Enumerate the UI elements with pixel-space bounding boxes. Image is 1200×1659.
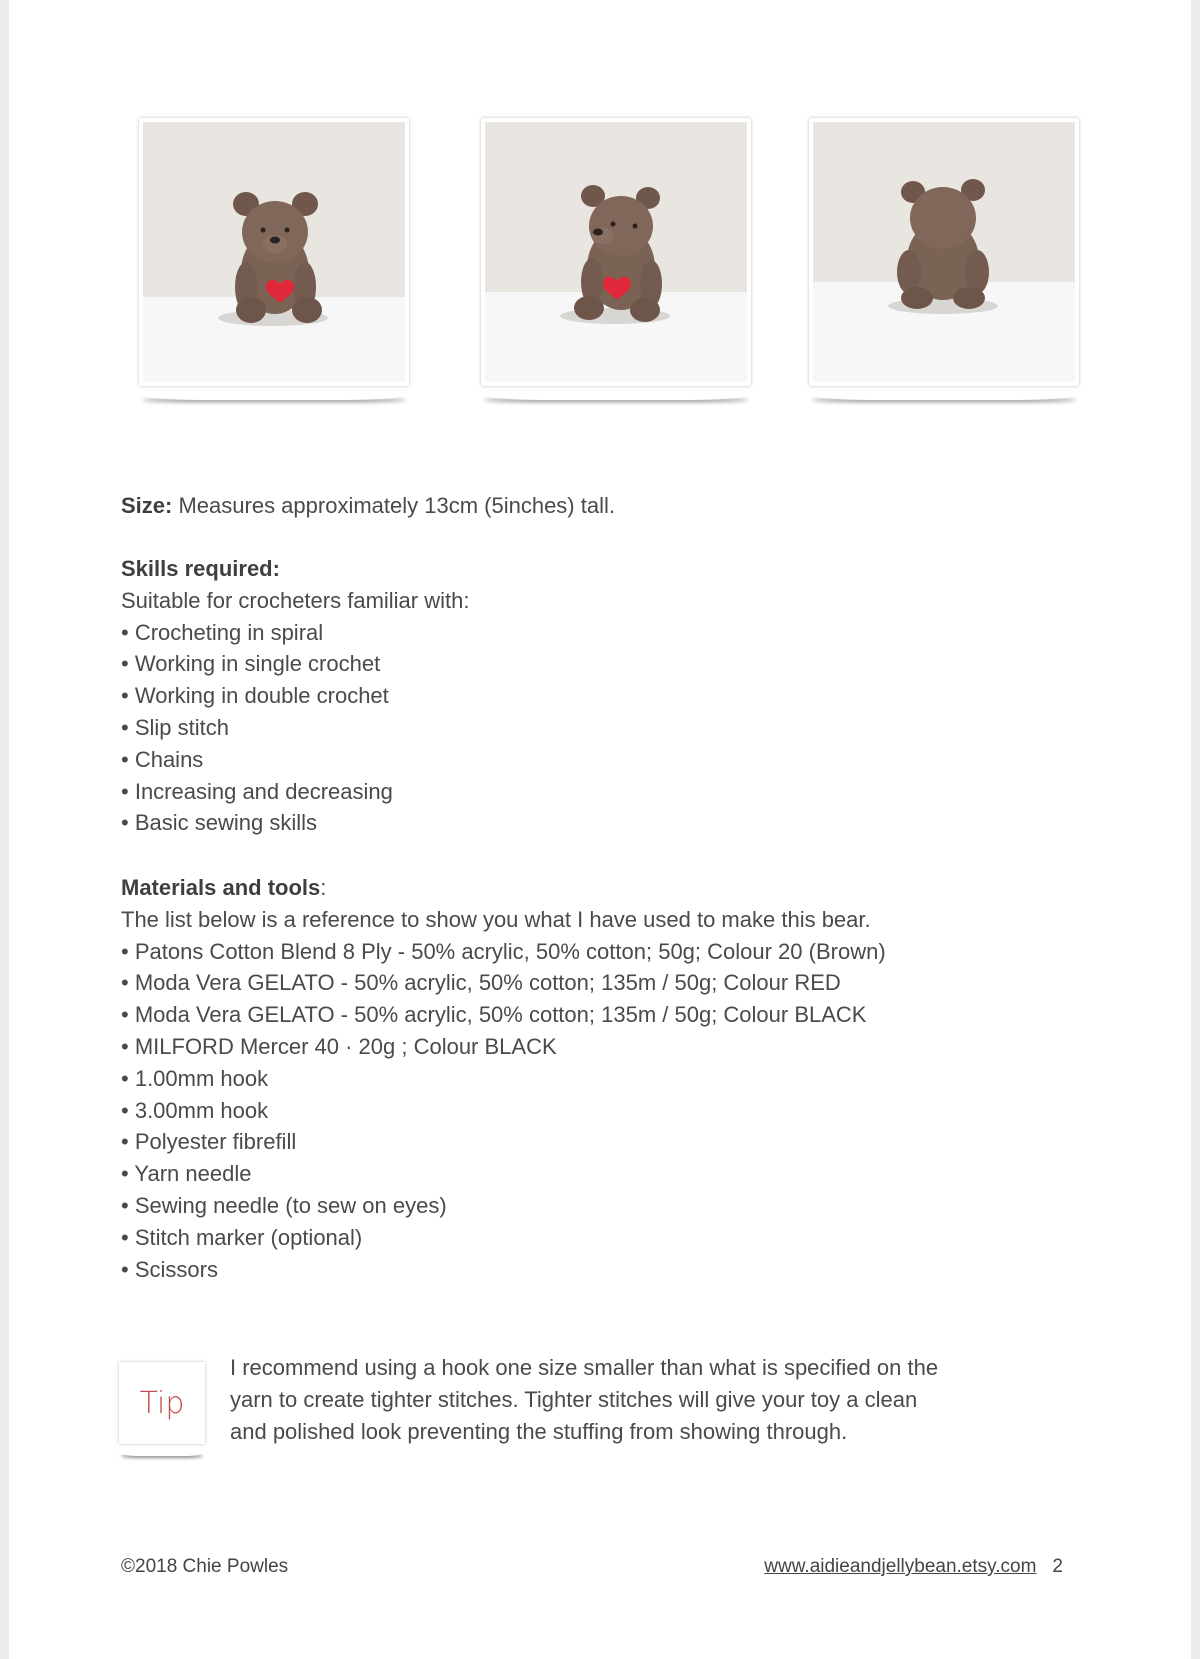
list-item: • Slip stitch [121,712,1121,744]
document-page [9,0,1191,1659]
list-item: • Crocheting in spiral [121,617,1121,649]
tip-text [230,1352,1030,1447]
list-item: • Sewing needle (to sew on eyes) [121,1190,1121,1222]
bear-front-image [143,122,405,382]
materials-intro: The list below is a reference to show you what I have used to make this bear. [121,906,871,932]
list-item: • Polyester fibrefill [121,1126,1121,1158]
bear-side-image [485,122,747,382]
tip-label: Tip [139,1385,185,1421]
list-item: • Working in double crochet [121,680,1121,712]
list-item: • 3.00mm hook [121,1095,1121,1127]
list-item: • Stitch marker (optional) [121,1222,1121,1254]
skills-list [121,617,1121,840]
materials-colon: : [320,875,327,900]
skills-heading: Skills required: [121,556,280,581]
page-number: 2 [1052,1556,1063,1577]
bear-photo-back [809,118,1079,386]
list-item: • Increasing and decreasing [121,776,1121,808]
list-item: • Basic sewing skills [121,807,1121,839]
size-label: Size: [121,493,173,518]
footer-right [764,1556,1063,1578]
materials-section [121,872,1121,1285]
skills-intro: Suitable for crocheters familiar with: [121,587,470,613]
bear-back-image [813,122,1075,382]
list-item: • Chains [121,744,1121,776]
materials-heading: Materials and tools [121,875,321,900]
list-item: • Yarn needle [121,1158,1121,1190]
tip-line: I recommend using a hook one size smaller than what is specified on the [230,1355,939,1380]
materials-list [121,936,1121,1286]
list-item: • Moda Vera GELATO - 50% acrylic, 50% cotton; 135m / 50g; Colour RED [121,967,1121,999]
list-item: • Working in single crochet [121,648,1121,680]
tip-badge [119,1362,205,1444]
tip-line: yarn to create tighter stitches. Tighter stitches will give your toy a clean [230,1386,918,1412]
bear-photo-front [139,118,409,386]
list-item: • Moda Vera GELATO - 50% acrylic, 50% cotton; 135m / 50g; Colour BLACK [121,999,1121,1031]
shop-link[interactable]: www.aidieandjellybean.etsy.com [764,1556,1037,1577]
list-item: • MILFORD Mercer 40 · 20g ; Colour BLACK [121,1031,1121,1063]
list-item: • 1.00mm hook [121,1063,1121,1095]
size-section [121,490,1121,522]
list-item: • Patons Cotton Blend 8 Ply - 50% acrylic, 50% cotton; 50g; Colour 20 (Brown) [121,936,1121,968]
skills-section [121,553,1121,839]
tip-line: and polished look preventing the stuffing from showing through. [230,1418,848,1444]
list-item: • Scissors [121,1254,1121,1286]
photo-row [9,118,1191,408]
copyright: ©2018 Chie Powles [121,1556,289,1577]
size-text: Measures approximately 13cm (5inches) tall. [172,493,615,518]
bear-photo-side [481,118,751,386]
